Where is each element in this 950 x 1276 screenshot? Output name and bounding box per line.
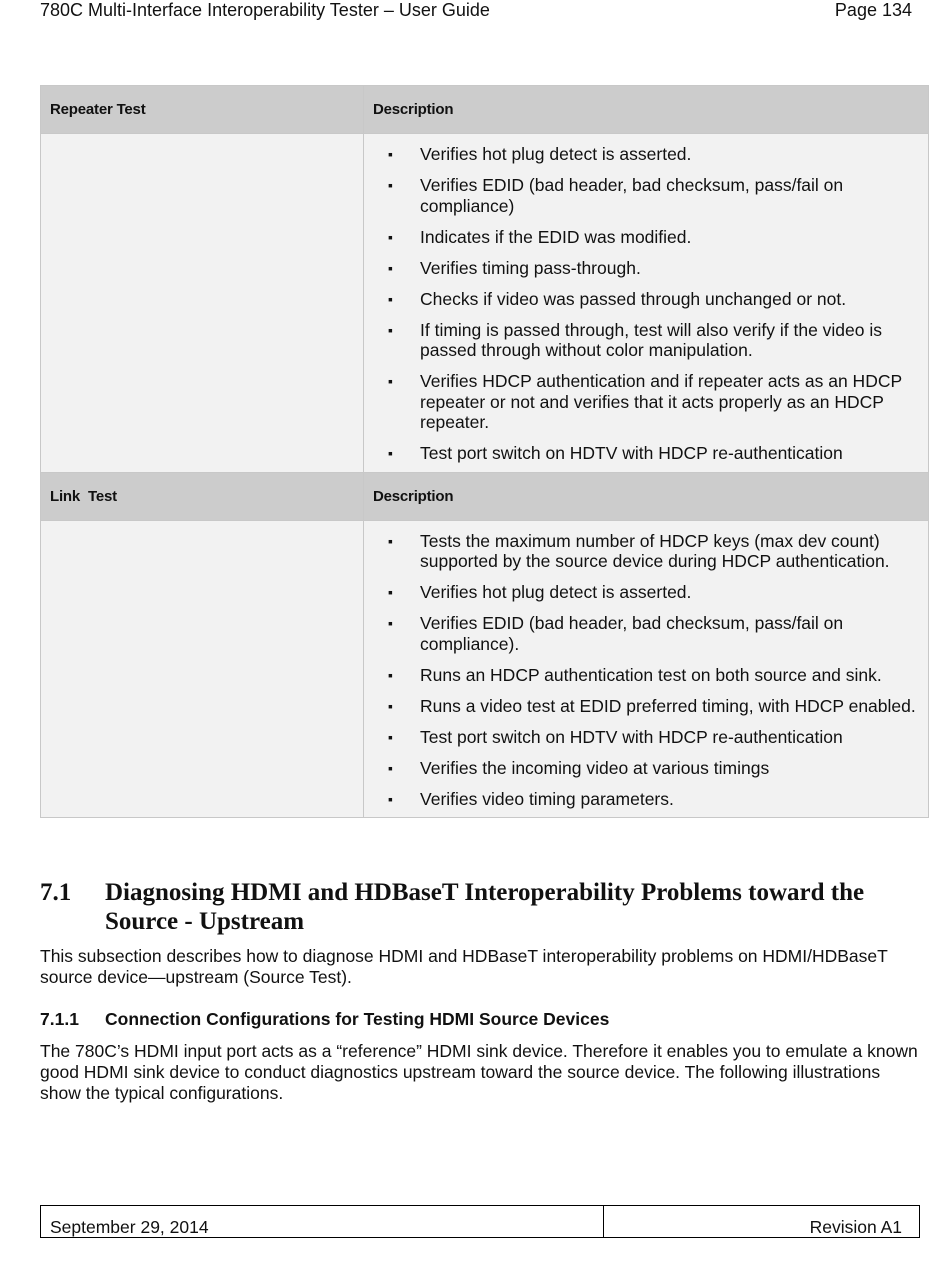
link-description-cell [364, 520, 929, 818]
document-title: 780C Multi-Interface Interoperability Tester – User Guide [40, 0, 490, 20]
subsection-title: Connection Configurations for Testing HDMI Source Devices [105, 1009, 610, 1029]
repeater-description-cell [364, 134, 929, 473]
footer-revision: Revision A1 [809, 1217, 902, 1237]
section-intro: This subsection describes how to diagnose HDMI and HDBaseT interoperability problems on HDMI/HDBaseT source device—upstream (Source Test). [40, 946, 888, 987]
list-item: ▪ Tests the maximum number of HDCP keys (max dev count) supported by the source device during HDCP authentication. [420, 531, 920, 572]
repeater-body-row [41, 134, 929, 473]
repeater-description-header: Description [364, 86, 929, 134]
list-item: ▪ Verifies the incoming video at various timings [420, 758, 920, 779]
subsection-heading [40, 1009, 609, 1030]
list-item: ▪ Verifies hot plug detect is asserted. [420, 144, 920, 165]
subsection-number: 7.1.1 [40, 1009, 79, 1029]
repeater-test-header: Repeater Test [41, 86, 364, 134]
list-item: ▪ Checks if video was passed through unchanged or not. [420, 289, 920, 310]
link-body-row [41, 520, 929, 818]
list-item: ▪ Verifies HDCP authentication and if repeater acts as an HDCP repeater or not and verifies that it acts properly as an HDCP repeater. [420, 371, 920, 433]
section-number: 7.1 [40, 879, 72, 906]
list-item: ▪ Runs a video test at EDID preferred timing, with HDCP enabled. [420, 696, 920, 717]
list-item: ▪ If timing is passed through, test will also verify if the video is passed through without color manipulation. [420, 320, 920, 361]
list-item: ▪ Indicates if the EDID was modified. [420, 227, 920, 248]
link-description-header: Description [364, 472, 929, 520]
page-header [40, 0, 912, 24]
link-test-header: Link Test [41, 472, 364, 520]
repeater-list [364, 134, 928, 472]
section-heading [40, 878, 920, 936]
list-item: ▪ Verifies EDID (bad header, bad checksum, pass/fail on compliance) [420, 175, 920, 216]
section-title: Diagnosing HDMI and HDBaseT Interoperability Problems toward the Source - Upstream [105, 879, 865, 935]
list-item: ▪ Verifies hot plug detect is asserted. [420, 582, 920, 603]
list-item: ▪ Verifies video timing parameters. [420, 789, 920, 810]
tests-table [40, 85, 929, 818]
page-number: Page 134 [834, 0, 912, 20]
list-item: ▪ Test port switch on HDTV with HDCP re-authentication [420, 727, 920, 748]
list-item: ▪ Verifies EDID (bad header, bad checksum, pass/fail on compliance). [420, 613, 920, 654]
link-empty-cell [41, 520, 364, 818]
link-list [364, 521, 928, 818]
footer-divider [603, 1206, 604, 1237]
list-item: ▪ Runs an HDCP authentication test on both source and sink. [420, 665, 920, 686]
link-header-row [41, 472, 929, 520]
repeater-header-row [41, 86, 929, 134]
repeater-empty-cell [41, 134, 364, 473]
footer-date: September 29, 2014 [50, 1217, 209, 1237]
page-footer [40, 1205, 920, 1238]
subsection-body: The 780C’s HDMI input port acts as a “reference” HDMI sink device. Therefore it enables you to emulate a known good HDMI sink device to conduct diagnostics upstream toward the source device. The following illustrations show the typical configurations. [40, 1041, 918, 1103]
list-item: ▪ Test port switch on HDTV with HDCP re-authentication [420, 443, 920, 464]
list-item: ▪ Verifies timing pass-through. [420, 258, 920, 279]
